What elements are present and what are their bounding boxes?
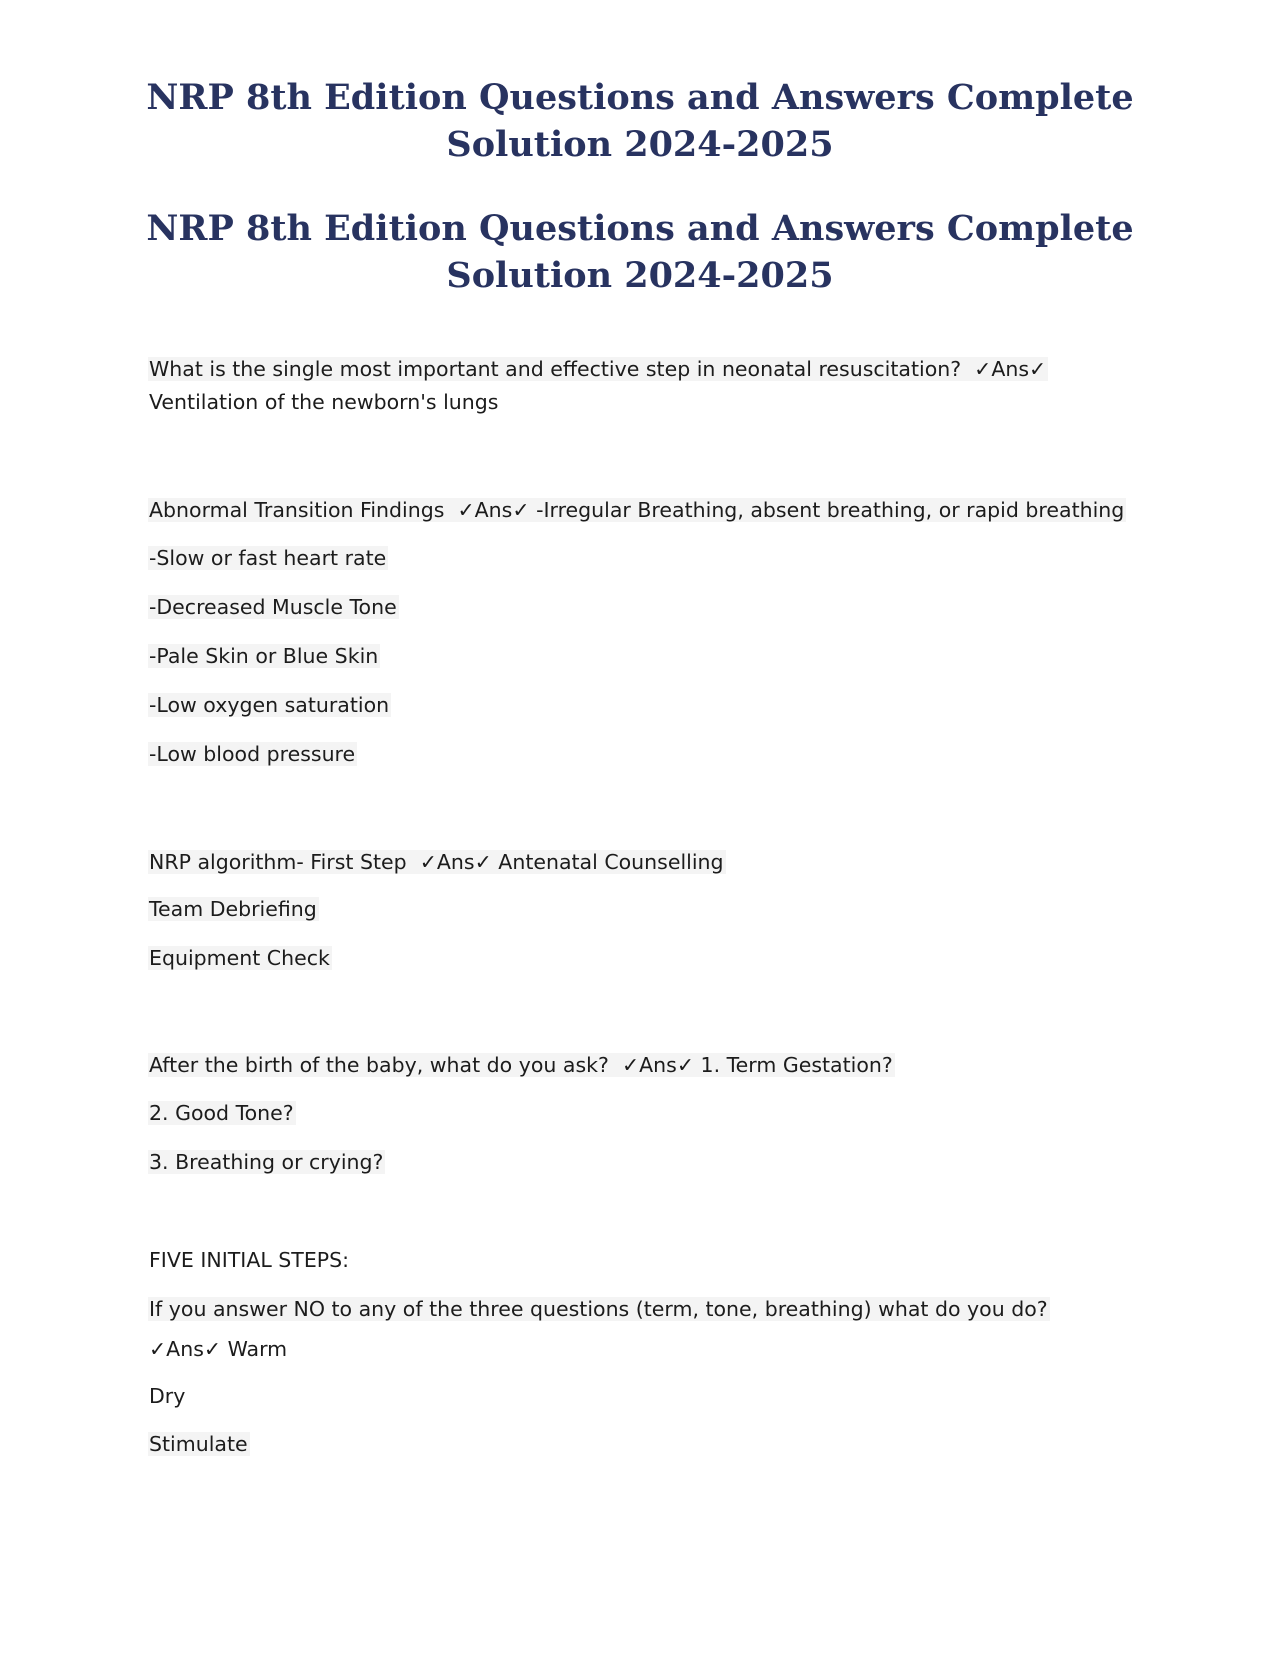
answer-3-first: Antenatal Counselling	[498, 850, 724, 874]
question-2	[148, 494, 1126, 526]
question-4	[148, 1049, 895, 1081]
question-2-text: Abnormal Transition Findings	[149, 498, 445, 522]
section-heading: FIVE INITIAL STEPS:	[149, 1248, 350, 1272]
answer-5-first: Warm	[227, 1337, 288, 1361]
title-line-1: NRP 8th Edition Questions and Answers Complete	[146, 77, 1134, 118]
subtitle-line-2: Solution 2024-2025	[446, 255, 834, 296]
subtitle-line-1: NRP 8th Edition Questions and Answers Complete	[146, 208, 1134, 249]
answer-4-line-1: 2. Good Tone?	[149, 1101, 294, 1125]
answer-2-line-4: -Low oxygen saturation	[149, 693, 390, 717]
title-line-2: Solution 2024-2025	[446, 124, 834, 165]
answer-marker: ✓Ans✓	[974, 357, 1047, 381]
answer-marker: ✓Ans✓	[149, 1337, 222, 1361]
document-title	[140, 74, 1140, 168]
answer-2-line-3: -Pale Skin or Blue Skin	[149, 644, 379, 668]
answer-2-first: -Irregular Breathing, absent breathing, or rapid breathing	[536, 498, 1125, 522]
answer-2-line-2: -Decreased Muscle Tone	[149, 595, 397, 619]
answer-5-line-2: Stimulate	[149, 1432, 248, 1456]
answer-2-line-1: -Slow or fast heart rate	[149, 546, 387, 570]
question-1	[148, 353, 1048, 385]
answer-marker: ✓Ans✓	[419, 850, 492, 874]
answer-marker: ✓Ans✓	[621, 1053, 695, 1077]
answer-2-line-5: -Low blood pressure	[149, 742, 356, 766]
question-3-text: NRP algorithm- First Step	[149, 850, 407, 874]
answer-4-first: 1. Term Gestation?	[700, 1053, 893, 1077]
answer-marker: ✓Ans✓	[457, 498, 530, 522]
answer-5-line-1: Dry	[149, 1384, 186, 1408]
question-4-text: After the birth of the baby, what do you ask?	[149, 1053, 609, 1077]
question-5	[148, 1293, 1050, 1325]
question-5-text: If you answer NO to any of the three questions (term, tone, breathing) what do you do?	[149, 1297, 1048, 1321]
question-1-text: What is the single most important and effective step in neonatal resuscitation?	[149, 357, 962, 381]
answer-4-line-2: 3. Breathing or crying?	[149, 1150, 384, 1174]
document-subtitle	[140, 205, 1140, 299]
answer-5-first-line	[148, 1333, 289, 1365]
answer-1-line-1: Ventilation of the newborn's lungs	[149, 390, 499, 414]
answer-3-line-1: Team Debriefing	[149, 897, 317, 921]
question-3	[148, 846, 726, 878]
answer-3-line-2: Equipment Check	[149, 946, 330, 970]
